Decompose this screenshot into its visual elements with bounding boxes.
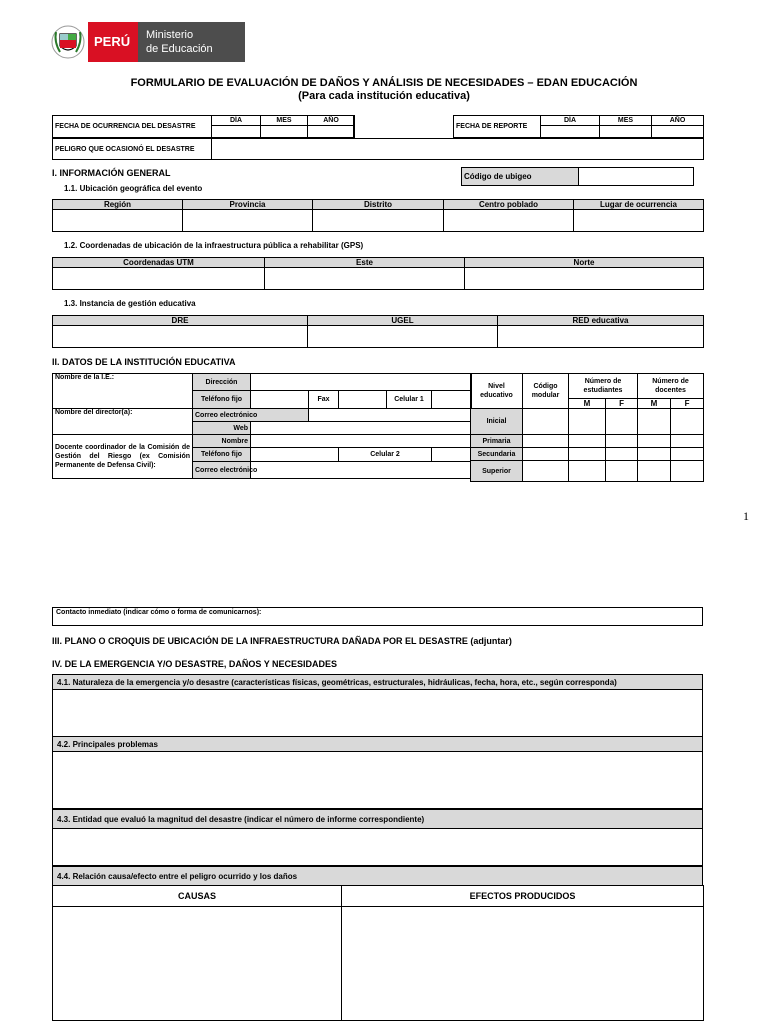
celular1-label: Celular 1 (387, 391, 432, 409)
report-year-field[interactable] (652, 126, 704, 138)
form-title: FORMULARIO DE EVALUACIÓN DE DAÑOS Y ANÁLISIS DE NECESIDADES – EDAN EDUCACIÓN (130, 77, 638, 89)
col-lugar: Lugar de ocurrencia (574, 200, 704, 210)
secundaria-doc-m[interactable] (638, 448, 671, 461)
occurrence-month-field[interactable] (261, 126, 308, 138)
inicial-codigo[interactable] (523, 409, 569, 435)
superior-codigo[interactable] (523, 461, 569, 482)
norte-field[interactable] (465, 268, 704, 290)
inicial-est-f[interactable] (606, 409, 638, 435)
secundaria-codigo[interactable] (523, 448, 569, 461)
superior-doc-f[interactable] (671, 461, 704, 482)
region-field[interactable] (53, 210, 183, 232)
superior-est-f[interactable] (606, 461, 638, 482)
s42-header: 4.2. Principales problemas (52, 736, 703, 752)
doc-f-label: F (671, 399, 704, 409)
col-dre: DRE (53, 316, 308, 326)
report-month-field[interactable] (600, 126, 652, 138)
report-label: FECHA DE REPORTE (454, 116, 541, 138)
col-norte: Norte (465, 258, 704, 268)
nivel-primaria: Primaria (471, 435, 523, 448)
col-ugel: UGEL (308, 316, 498, 326)
secundaria-est-f[interactable] (606, 448, 638, 461)
brand-box (88, 22, 138, 62)
occurrence-day-field[interactable] (212, 126, 261, 138)
contacto-field[interactable]: Contacto inmediato (indicar cómo o forma de comunicarnos): (52, 607, 703, 626)
s44-header: 4.4. Relación causa/efecto entre el peligro ocurrido y los daños (52, 866, 703, 886)
section2-title: II. DATOS DE LA INSTITUCIÓN EDUCATIVA (52, 357, 236, 367)
nombre-field[interactable] (251, 435, 472, 448)
ubigeo-field[interactable] (579, 168, 694, 186)
efectos-header: EFECTOS PRODUCIDOS (342, 886, 704, 907)
num-est-label: Número de estudiantes (569, 374, 638, 399)
primaria-doc-m[interactable] (638, 435, 671, 448)
num-doc-label: Número de docentes (638, 374, 704, 399)
col-red: RED educativa (498, 316, 704, 326)
primaria-doc-f[interactable] (671, 435, 704, 448)
col-region: Región (53, 200, 183, 210)
location-table (52, 199, 704, 232)
nivel-secundaria: Secundaria (471, 448, 523, 461)
nivel-label: Nivel educativo (471, 374, 523, 409)
provincia-field[interactable] (183, 210, 313, 232)
celular1-field[interactable] (432, 391, 472, 409)
ministry-logo (50, 22, 245, 62)
s41-field[interactable] (52, 689, 703, 737)
coat-of-arms-icon (50, 22, 86, 62)
nivel-table (470, 373, 704, 482)
s13-title: 1.3. Instancia de gestión educativa (64, 299, 196, 308)
direccion-field[interactable] (251, 374, 472, 391)
dre-field[interactable] (53, 326, 308, 348)
celular2-label: Celular 2 (339, 448, 432, 462)
hazard-table (52, 138, 704, 160)
inicial-doc-f[interactable] (671, 409, 704, 435)
s43-header: 4.3. Entidad que evaluó la magnitud del desastre (indicar el número de informe correspondiente) (52, 809, 703, 829)
section3-title: III. PLANO O CROQUIS DE UBICACIÓN DE LA INFRAESTRUCTURA DAÑADA POR EL DESASTRE (adjuntar) (52, 636, 512, 646)
section1-title: I. INFORMACIÓN GENERAL (52, 168, 171, 178)
col-centro-poblado: Centro poblado (444, 200, 574, 210)
s42-field[interactable] (52, 751, 703, 809)
gps-table (52, 257, 704, 290)
col-utm: Coordenadas UTM (53, 258, 265, 268)
report-ano-label: AÑO (652, 116, 704, 126)
docente-label: Docente coordinador de la Comisión de Gestión del Riesgo (ex Comisión Permanente de Defensa Civil): (53, 435, 193, 479)
distrito-field[interactable] (313, 210, 444, 232)
director-label: Nombre del director(a): (53, 409, 193, 435)
fax-label: Fax (309, 391, 339, 409)
hazard-field[interactable] (212, 139, 704, 160)
telefono-label: Teléfono fijo (193, 391, 251, 409)
direccion-label: Dirección (193, 374, 251, 391)
report-day-field[interactable] (541, 126, 600, 138)
red-field[interactable] (498, 326, 704, 348)
mes-label: MES (261, 116, 308, 126)
web-field[interactable] (251, 422, 472, 435)
correo2-field[interactable] (251, 462, 472, 479)
causas-header: CAUSAS (53, 886, 342, 907)
s41-header: 4.1. Naturaleza de la emergencia y/o desastre (características físicas, geométricas, estructurales, hidráulicas, fecha, hora, etc., según corresponda) (52, 674, 703, 690)
page-number: 1 (743, 509, 749, 523)
efectos-field[interactable] (342, 907, 704, 1021)
occurrence-extra-cell (353, 115, 354, 138)
col-provincia: Provincia (183, 200, 313, 210)
codigo-label: Código modular (523, 374, 569, 409)
telefono-field[interactable] (251, 391, 309, 409)
secundaria-est-m[interactable] (569, 448, 606, 461)
primaria-est-m[interactable] (569, 435, 606, 448)
utm-field[interactable] (53, 268, 265, 290)
occurrence-label: FECHA DE OCURRENCIA DEL DESASTRE (53, 116, 212, 138)
celular2-field[interactable] (432, 448, 472, 462)
est-f-label: F (606, 399, 638, 409)
fax-field[interactable] (339, 391, 387, 409)
ie-table (52, 373, 472, 479)
s11-title: 1.1. Ubicación geográfica del evento (64, 184, 203, 193)
este-field[interactable] (265, 268, 465, 290)
report-dia-label: DÍA (541, 116, 600, 126)
telefono2-field[interactable] (251, 448, 339, 462)
primaria-codigo[interactable] (523, 435, 569, 448)
report-date-table (453, 115, 704, 138)
ano-label: AÑO (308, 116, 355, 126)
ministry-line1: Ministerio (146, 29, 194, 41)
correo-field[interactable] (309, 409, 472, 422)
nivel-superior: Superior (471, 461, 523, 482)
primaria-est-f[interactable] (606, 435, 638, 448)
causa-efecto-table (52, 885, 704, 1021)
s12-title: 1.2. Coordenadas de ubicación de la infraestructura pública a rehabilitar (GPS) (64, 241, 364, 250)
correo2-label: Correo electrónico (193, 462, 251, 479)
hazard-label: PELIGRO QUE OCASIONÓ EL DESASTRE (53, 139, 212, 160)
est-m-label: M (569, 399, 606, 409)
causas-field[interactable] (53, 907, 342, 1021)
ministry-line2: de Educación (146, 43, 213, 55)
inicial-est-m[interactable] (569, 409, 606, 435)
correo-label: Correo electrónico (193, 409, 309, 422)
dia-label: DÍA (212, 116, 261, 126)
centro-poblado-field[interactable] (444, 210, 574, 232)
doc-m-label: M (638, 399, 671, 409)
col-este: Este (265, 258, 465, 268)
instancia-table (52, 315, 704, 348)
nivel-inicial: Inicial (471, 409, 523, 435)
col-distrito: Distrito (313, 200, 444, 210)
superior-est-m[interactable] (569, 461, 606, 482)
occurrence-year-field[interactable] (308, 126, 355, 138)
occurrence-date-table (52, 115, 355, 138)
lugar-field[interactable] (574, 210, 704, 232)
form-subtitle: (Para cada institución educativa) (298, 90, 470, 102)
report-mes-label: MES (600, 116, 652, 126)
ugel-field[interactable] (308, 326, 498, 348)
web-label: Web (193, 422, 251, 435)
ubigeo-label: Código de ubigeo (462, 168, 579, 186)
ie-name-label: Nombre de la I.E.: (53, 374, 193, 409)
telefono2-label: Teléfono fijo (193, 448, 251, 462)
s43-field[interactable] (52, 828, 703, 866)
section4-title: IV. DE LA EMERGENCIA Y/O DESASTRE, DAÑOS Y NECESIDADES (52, 659, 338, 669)
ubigeo-table (461, 167, 694, 186)
secundaria-doc-f[interactable] (671, 448, 704, 461)
inicial-doc-m[interactable] (638, 409, 671, 435)
brand-text: PERÚ (94, 34, 131, 49)
nombre-label: Nombre (193, 435, 251, 448)
ministry-box (138, 22, 245, 62)
superior-doc-m[interactable] (638, 461, 671, 482)
